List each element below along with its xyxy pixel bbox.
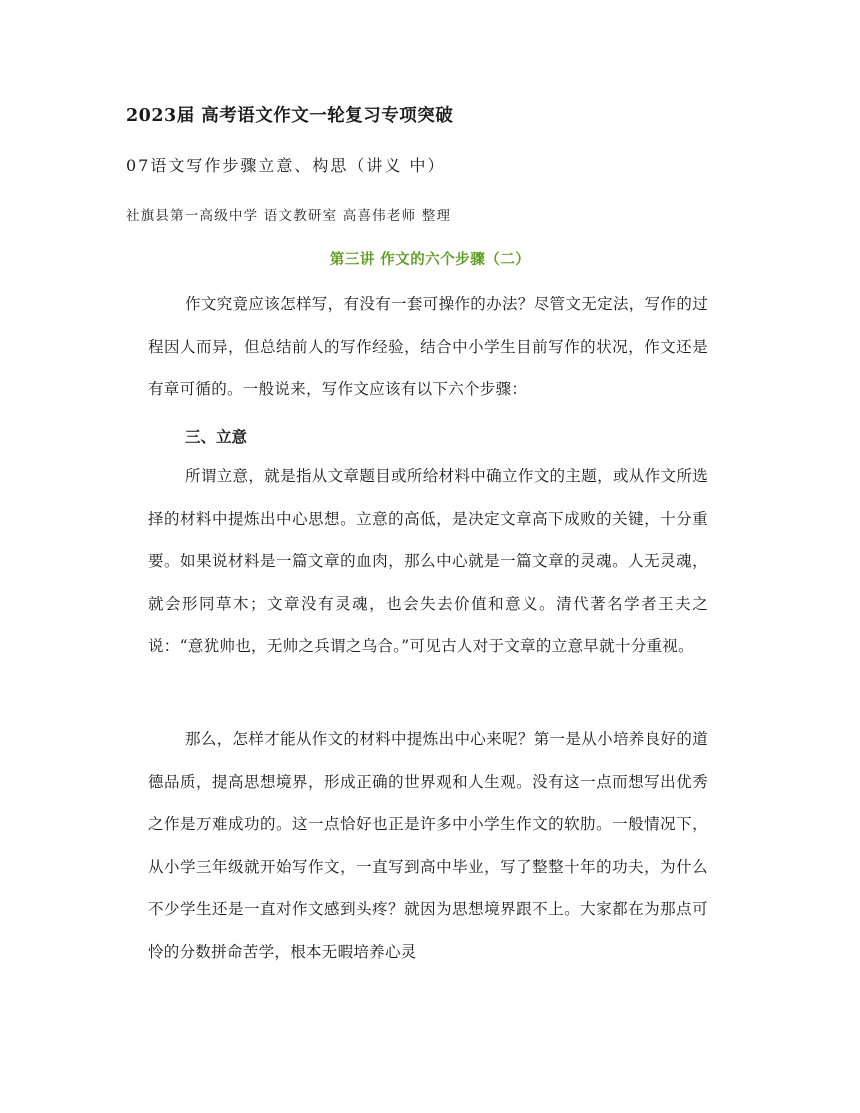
intro-paragraph: 作文究竟应该怎样写，有没有一套可操作的办法？尽管文无定法，写作的过程因人而异，但总结前人的写作经验，结合中小学生目前写作的状况，作文还是有章可循的。一般说来，写作文应该有以下六个步骤： xyxy=(148,295,708,398)
section-heading: 三、立意 xyxy=(185,427,248,446)
lecture-title: 第三讲 作文的六个步骤（二） xyxy=(329,251,531,268)
body-paragraph: 那么，怎样才能从作文的材料中提炼出中心来呢？第一是从小培养良好的道德品质，提高思想境界，形成正确的世界观和人生观。没有这一点而想写出优秀之作是万难成功的。这一点恰好也正是许多中小学生作文的软肋。一般情况下，从小学三年级就开始写作文，一直写到高中毕业，写了整整十年的功夫，为什么不少学生还是一直对作文感到头疼？就因为思想境界跟不上。大家都在为那点可怜的分数拼命苦学，根本无暇培养心灵 xyxy=(148,730,708,961)
document-title: 2023届 高考语文作文一轮复习专项突破 xyxy=(126,106,454,126)
author-line: 社旗县第一高级中学 语文教研室 高喜伟老师 整理 xyxy=(126,208,452,224)
document-subtitle: 07语文写作步骤立意、构思（讲义 中） xyxy=(126,156,446,175)
body-paragraph: 所谓立意，就是指从文章题目或所给材料中确立作文的主题，或从作文所选择的材料中提炼出中心思想。立意的高低，是决定文章高下成败的关键，十分重要。如果说材料是一篇文章的血肉，那么中心就是一篇文章的灵魂。人无灵魂，就会形同草木；文章没有灵魂，也会失去价值和意义。清代著名学者王夫之说：“意犹帅也，无帅之兵谓之乌合。”可见古人对于文章的立意早就十分重视。 xyxy=(148,467,708,655)
